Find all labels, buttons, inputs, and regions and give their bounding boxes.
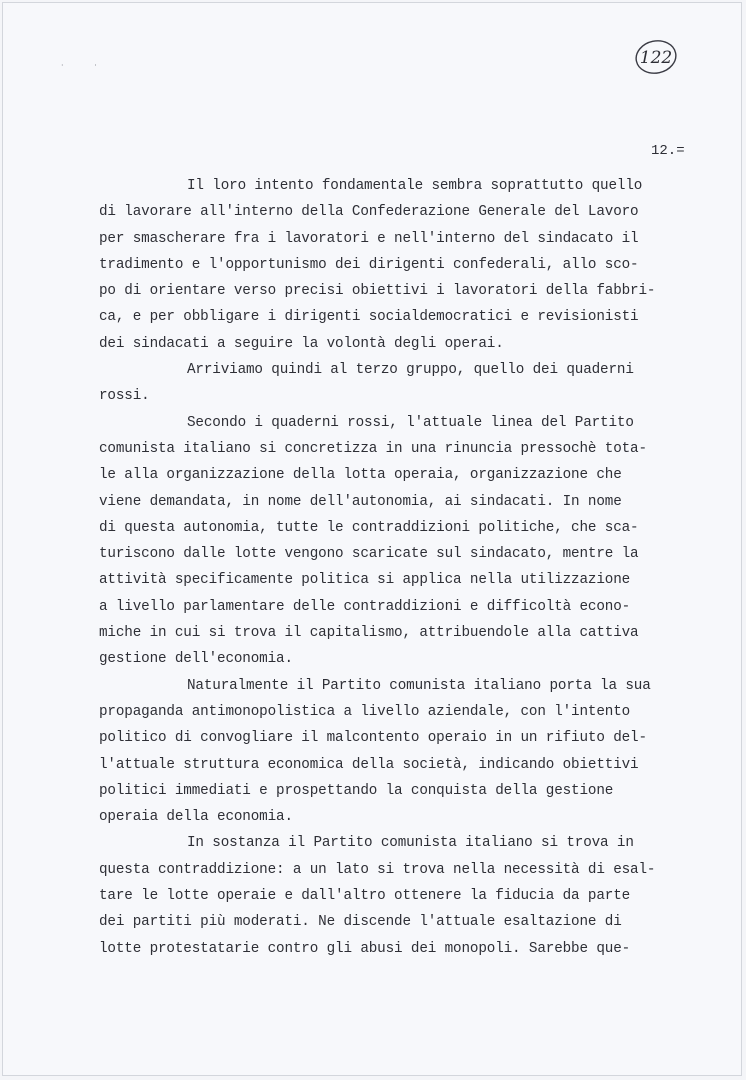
text-line: per smascherare fra i lavoratori e nell'interno del sindacato il <box>99 230 639 247</box>
text-line: questa contraddizione: a un lato si trova nella necessità di esal- <box>99 861 656 878</box>
text-line: tradimento e l'opportunismo dei dirigenti confederali, allo sco- <box>99 256 639 273</box>
text-line: turiscono dalle lotte vengono scaricate sul sindacato, mentre la <box>99 546 639 563</box>
text-line: a livello parlamentare delle contraddizioni e difficoltà econo- <box>99 598 631 615</box>
body-text <box>99 173 701 962</box>
text-line: politico di convogliare il malcontento operaio in un rifiuto del- <box>99 730 647 747</box>
text-line: rossi. <box>99 388 150 405</box>
text-line: politici immediati e prospettando la conquista della gestione <box>99 782 614 799</box>
text-line: attività specificamente politica si applica nella utilizzazione <box>99 572 631 589</box>
text-line: Il loro intento fondamentale sembra soprattutto quello <box>187 178 643 194</box>
text-line: comunista italiano si concretizza in una rinuncia pressochè tota- <box>99 440 647 457</box>
text-line: dei sindacati a seguire la volontà degli operai. <box>99 335 504 352</box>
text-line: dei partiti più moderati. Ne discende l'attuale esaltazione di <box>99 914 622 931</box>
text-line: tare le lotte operaie e dall'altro ottenere la fiducia da parte <box>99 888 631 905</box>
text-line: propaganda antimonopolistica a livello aziendale, con l'intento <box>99 703 631 720</box>
document-page <box>2 2 742 1076</box>
text-line: Secondo i quaderni rossi, l'attuale linea del Partito <box>187 414 634 431</box>
text-line: po di orientare verso precisi obiettivi i lavoratori della fabbri- <box>99 283 656 300</box>
text-line: ca, e per obbligare i dirigenti socialdemocratici e revisionisti <box>99 309 639 326</box>
page-number: 12.= <box>651 143 685 159</box>
text-line: viene demandata, in nome dell'autonomia, ai sindacati. In nome <box>99 493 622 510</box>
text-line: di questa autonomia, tutte le contraddizioni politiche, che sca- <box>99 519 639 536</box>
text-line: le alla organizzazione della lotta operaia, organizzazione che <box>99 467 622 484</box>
text-line: Arriviamo quindi al terzo gruppo, quello dei quaderni <box>187 362 634 379</box>
text-line: gestione dell'economia. <box>99 651 293 668</box>
text-line: operaia della economia. <box>99 809 293 826</box>
text-line: l'attuale struttura economica della società, indicando obiettivi <box>99 756 639 773</box>
text-line: Naturalmente il Partito comunista italiano porta la sua <box>187 677 651 694</box>
text-line: lotte protestatarie contro gli abusi dei monopoli. Sarebbe que- <box>99 940 631 957</box>
text-line: miche in cui si trova il capitalismo, attribuendole alla cattiva <box>99 625 639 642</box>
text-line: In sostanza il Partito comunista italiano si trova in <box>187 835 634 852</box>
folio-number: 122 <box>639 48 673 68</box>
text-line: di lavorare all'interno della Confederazione Generale del Lavoro <box>99 204 639 221</box>
folio-stamp <box>633 37 679 77</box>
scan-specks: · · <box>61 61 111 70</box>
